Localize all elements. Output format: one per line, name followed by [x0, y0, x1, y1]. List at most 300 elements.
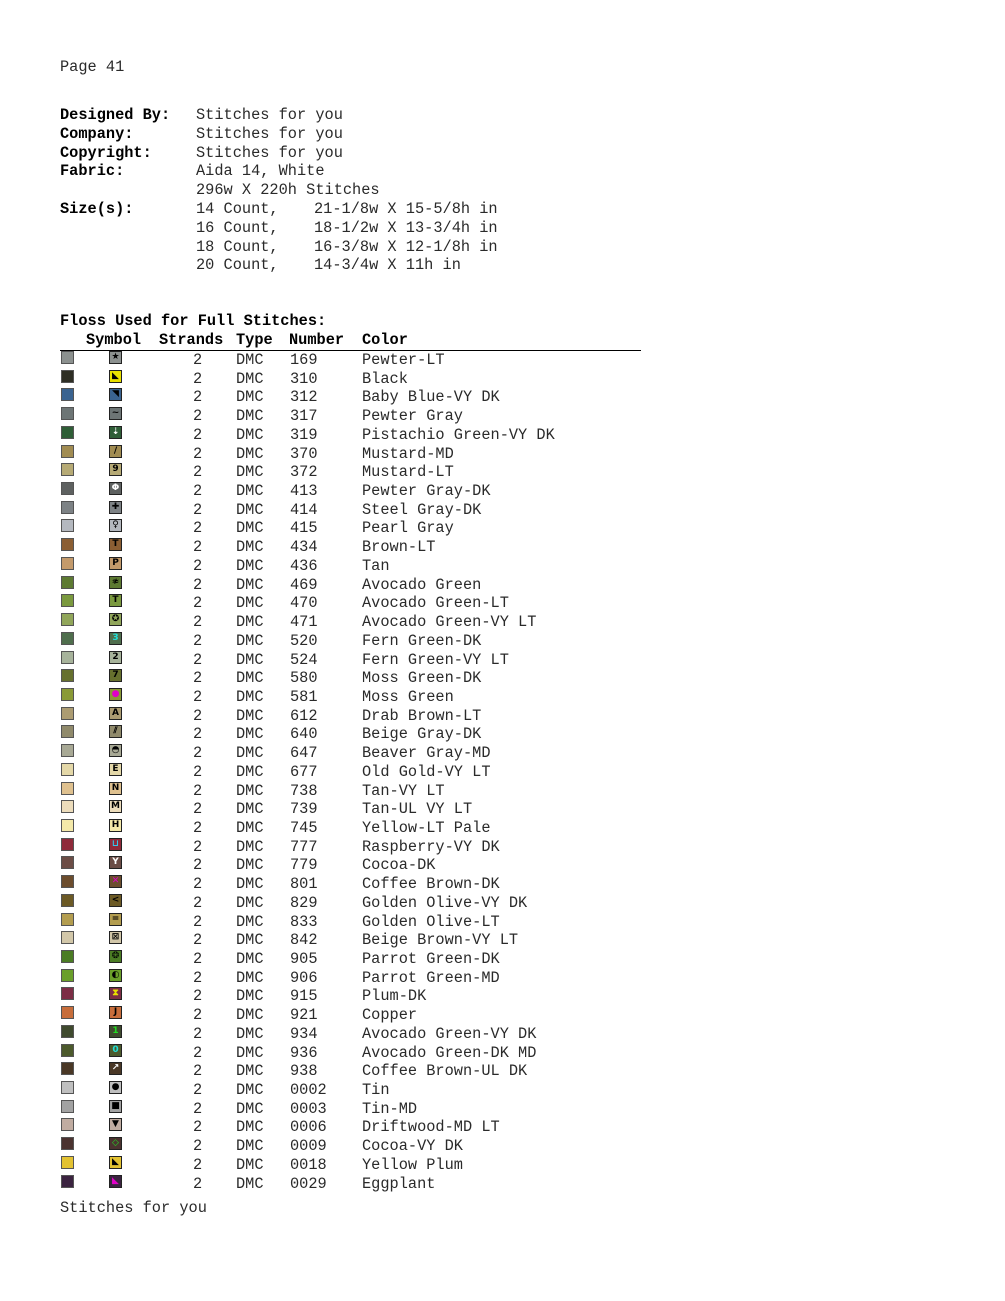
type-cell: DMC [236, 1006, 264, 1025]
floss-row [0, 594, 700, 613]
company-row [60, 125, 498, 144]
type-cell: DMC [236, 1062, 264, 1081]
floss-row [0, 1081, 700, 1100]
number-cell: 434 [290, 538, 318, 557]
header-type: Type [236, 331, 273, 349]
stitch-symbol-icon: ◓ [109, 744, 122, 757]
number-cell: 915 [290, 987, 318, 1006]
color-swatch [61, 800, 74, 813]
number-cell: 833 [290, 912, 318, 931]
color-name-cell: Avocado Green-DK MD [362, 1043, 537, 1062]
color-swatch [61, 651, 74, 664]
number-cell: 0029 [290, 1174, 327, 1193]
color-name-cell: Cocoa-DK [362, 856, 436, 875]
page-number: Page 41 [60, 58, 125, 76]
color-swatch [61, 1118, 74, 1131]
type-cell: DMC [236, 388, 264, 407]
color-name-cell: Pearl Gray [362, 519, 454, 538]
number-cell: 0002 [290, 1081, 327, 1100]
number-cell: 413 [290, 482, 318, 501]
type-cell: DMC [236, 1174, 264, 1193]
floss-row [0, 538, 700, 557]
color-name-cell: Coffee Brown-UL DK [362, 1062, 528, 1081]
number-cell: 312 [290, 388, 318, 407]
floss-row [0, 856, 700, 875]
pattern-info [60, 106, 498, 275]
header-strands: Strands [159, 331, 224, 349]
stitch-symbol-icon: T [109, 538, 122, 551]
color-swatch [61, 894, 74, 907]
number-cell: 938 [290, 1062, 318, 1081]
type-cell: DMC [236, 519, 264, 538]
color-name-cell: Raspberry-VY DK [362, 837, 500, 856]
stitch-symbol-icon: ⇣ [109, 426, 122, 439]
number-cell: 524 [290, 650, 318, 669]
color-name-cell: Pewter Gray [362, 407, 463, 426]
color-swatch [61, 782, 74, 795]
number-cell: 317 [290, 407, 318, 426]
type-cell: DMC [236, 556, 264, 575]
color-name-cell: Parrot Green-MD [362, 968, 500, 987]
color-swatch [61, 632, 74, 645]
color-name-cell: Pewter-LT [362, 351, 445, 369]
number-cell: 779 [290, 856, 318, 875]
strands-cell: 2 [193, 1081, 203, 1100]
number-cell: 372 [290, 463, 318, 482]
number-cell: 934 [290, 1024, 318, 1043]
floss-row [0, 688, 700, 707]
strands-cell: 2 [193, 669, 203, 688]
color-swatch [61, 1137, 74, 1150]
strands-cell: 2 [193, 762, 203, 781]
type-cell: DMC [236, 818, 264, 837]
number-cell: 415 [290, 519, 318, 538]
stitch-symbol-icon: ❂ [109, 950, 122, 963]
color-swatch [61, 913, 74, 926]
floss-row [0, 445, 700, 464]
size-dimensions: 14-3/4w X 11h in [314, 256, 461, 275]
color-swatch [61, 950, 74, 963]
color-name-cell: Driftwood-MD LT [362, 1118, 500, 1137]
number-cell: 0006 [290, 1118, 327, 1137]
color-swatch [61, 688, 74, 701]
color-name-cell: Avocado Green-VY DK [362, 1024, 537, 1043]
color-swatch [61, 931, 74, 944]
stitch-symbol-icon: E [109, 763, 122, 776]
type-cell: DMC [236, 687, 264, 706]
strands-cell: 2 [193, 463, 203, 482]
color-swatch [61, 1044, 74, 1057]
strands-cell: 2 [193, 875, 203, 894]
color-name-cell: Yellow-LT Pale [362, 818, 491, 837]
stitch-symbol-icon: / [109, 445, 122, 458]
type-cell: DMC [236, 425, 264, 444]
color-swatch [61, 669, 74, 682]
stitch-symbol-icon: ◣ [109, 1156, 122, 1169]
color-swatch [61, 426, 74, 439]
color-swatch [61, 819, 74, 832]
copyright-value: Stitches for you [196, 143, 343, 162]
number-cell: 436 [290, 556, 318, 575]
type-cell: DMC [236, 1099, 264, 1118]
stitch-symbol-icon: ● [109, 1081, 122, 1094]
type-cell: DMC [236, 987, 264, 1006]
stitch-symbol-icon: ▼ [109, 1118, 122, 1131]
color-name-cell: Mustard-MD [362, 444, 454, 463]
number-cell: 0009 [290, 1137, 327, 1156]
strands-cell: 2 [193, 388, 203, 407]
number-cell: 414 [290, 500, 318, 519]
floss-row [0, 463, 700, 482]
color-swatch [61, 463, 74, 476]
strands-cell: 2 [193, 818, 203, 837]
strands-cell: 2 [193, 837, 203, 856]
stitch-symbol-icon: 2 [109, 651, 122, 664]
stitch-symbol-icon: N [109, 782, 122, 795]
copyright-row [60, 144, 498, 163]
color-name-cell: Baby Blue-VY DK [362, 388, 500, 407]
floss-row [0, 1025, 700, 1044]
number-cell: 906 [290, 968, 318, 987]
number-cell: 580 [290, 669, 318, 688]
color-swatch [61, 875, 74, 888]
color-swatch [61, 1025, 74, 1038]
size-count: 16 Count, [196, 218, 279, 237]
color-swatch [61, 707, 74, 720]
number-cell: 801 [290, 875, 318, 894]
type-cell: DMC [236, 875, 264, 894]
color-name-cell: Plum-DK [362, 987, 427, 1006]
type-cell: DMC [236, 444, 264, 463]
strands-cell: 2 [193, 594, 203, 613]
color-name-cell: Tin-MD [362, 1099, 418, 1118]
floss-row [0, 501, 700, 520]
strands-cell: 2 [193, 1118, 203, 1137]
header-number: Number [289, 331, 345, 349]
color-name-cell: Cocoa-VY DK [362, 1137, 463, 1156]
strands-cell: 2 [193, 968, 203, 987]
type-cell: DMC [236, 744, 264, 763]
designed-by-row [60, 106, 498, 125]
type-cell: DMC [236, 1024, 264, 1043]
type-cell: DMC [236, 369, 264, 388]
strands-cell: 2 [193, 950, 203, 968]
strands-cell: 2 [193, 482, 203, 501]
type-cell: DMC [236, 500, 264, 519]
type-cell: DMC [236, 912, 264, 931]
color-swatch [61, 969, 74, 982]
size-count: 20 Count, [196, 256, 279, 275]
floss-row [0, 950, 700, 969]
size-count: 14 Count, [196, 199, 279, 218]
strands-cell: 2 [193, 931, 203, 950]
designed-by-label: Designed By: [60, 106, 171, 124]
type-cell: DMC [236, 669, 264, 688]
floss-row [0, 1006, 700, 1025]
type-cell: DMC [236, 800, 264, 819]
type-cell: DMC [236, 463, 264, 482]
color-swatch [61, 987, 74, 1000]
number-cell: 470 [290, 594, 318, 613]
color-name-cell: Avocado Green-VY LT [362, 613, 537, 632]
strands-cell: 2 [193, 613, 203, 632]
type-cell: DMC [236, 407, 264, 426]
floss-row [0, 426, 700, 445]
stitches-row [60, 181, 498, 200]
floss-row [0, 725, 700, 744]
floss-row [0, 707, 700, 726]
strands-cell: 2 [193, 893, 203, 912]
size-dimensions: 18-1/2w X 13-3/4h in [314, 218, 498, 237]
floss-row [0, 1175, 700, 1194]
stitch-symbol-icon: ● [109, 688, 122, 701]
color-name-cell: Beige Gray-DK [362, 725, 482, 744]
floss-row [0, 1062, 700, 1081]
stitch-symbol-icon: ✕ [109, 875, 122, 888]
sizes-row-2 [60, 219, 498, 238]
color-swatch [61, 370, 74, 383]
color-swatch [61, 407, 74, 420]
color-name-cell: Moss Green-DK [362, 669, 482, 688]
stitch-symbol-icon: < [109, 894, 122, 907]
type-cell: DMC [236, 893, 264, 912]
color-swatch [61, 594, 74, 607]
stitch-symbol-icon: 3 [109, 632, 122, 645]
strands-cell: 2 [193, 987, 203, 1006]
stitch-symbol-icon: ≉ [109, 576, 122, 589]
type-cell: DMC [236, 538, 264, 557]
strands-cell: 2 [193, 1099, 203, 1118]
stitch-symbol-icon: ♀ [109, 519, 122, 532]
strands-cell: 2 [193, 538, 203, 557]
type-cell: DMC [236, 575, 264, 594]
floss-row [0, 875, 700, 894]
color-name-cell: Tin [362, 1081, 390, 1100]
number-cell: 777 [290, 837, 318, 856]
color-name-cell: Yellow Plum [362, 1155, 463, 1174]
stitch-symbol-icon: Φ [109, 482, 122, 495]
number-cell: 319 [290, 425, 318, 444]
stitch-symbol-icon: ◣ [109, 370, 122, 383]
color-swatch [61, 1100, 74, 1113]
floss-row [0, 651, 700, 670]
number-cell: 169 [290, 351, 318, 369]
floss-row [0, 613, 700, 632]
color-swatch [61, 1081, 74, 1094]
stitch-symbol-icon: = [109, 913, 122, 926]
stitch-symbol-icon: 7 [109, 669, 122, 682]
size-entry [196, 238, 498, 257]
number-cell: 738 [290, 781, 318, 800]
size-label-spacer [60, 238, 196, 257]
floss-row [0, 763, 700, 782]
color-name-cell: Pistachio Green-VY DK [362, 425, 555, 444]
sizes-row-3 [60, 238, 498, 257]
color-swatch [61, 351, 74, 364]
strands-cell: 2 [193, 500, 203, 519]
strands-cell: 2 [193, 1062, 203, 1081]
strands-cell: 2 [193, 856, 203, 875]
strands-cell: 2 [193, 575, 203, 594]
floss-row [0, 894, 700, 913]
strands-cell: 2 [193, 725, 203, 744]
size-dimensions: 16-3/8w X 12-1/8h in [314, 237, 498, 256]
number-cell: 471 [290, 613, 318, 632]
strands-cell: 2 [193, 800, 203, 819]
color-name-cell: Fern Green-VY LT [362, 650, 509, 669]
color-swatch [61, 538, 74, 551]
stitch-symbol-icon: ◥ [109, 388, 122, 401]
strands-cell: 2 [193, 781, 203, 800]
size-label: Size(s): [60, 199, 134, 218]
stitch-symbol-icon: 0 [109, 1044, 122, 1057]
type-cell: DMC [236, 1155, 264, 1174]
floss-row [0, 1100, 700, 1119]
floss-table-body [0, 351, 700, 1193]
color-name-cell: Avocado Green-LT [362, 594, 509, 613]
number-cell: 520 [290, 631, 318, 650]
color-name-cell: Tan-UL VY LT [362, 800, 473, 819]
fabric-row [60, 162, 498, 181]
color-swatch [61, 1175, 74, 1188]
strands-cell: 2 [193, 631, 203, 650]
color-name-cell: Eggplant [362, 1174, 436, 1193]
number-cell: 469 [290, 575, 318, 594]
type-cell: DMC [236, 482, 264, 501]
color-swatch [61, 763, 74, 776]
stitch-symbol-icon: J [109, 1006, 122, 1019]
sizes-row-1 [60, 200, 498, 219]
number-cell: 921 [290, 1006, 318, 1025]
color-swatch [61, 856, 74, 869]
floss-row [0, 632, 700, 651]
strands-cell: 2 [193, 1043, 203, 1062]
stitch-symbol-icon: ⊔ [109, 838, 122, 851]
stitch-symbol-icon: M [109, 800, 122, 813]
color-name-cell: Tan [362, 556, 390, 575]
header-color: Color [362, 331, 408, 349]
color-swatch [61, 744, 74, 757]
stitch-symbol-icon: T [109, 594, 122, 607]
floss-row [0, 969, 700, 988]
strands-cell: 2 [193, 425, 203, 444]
strands-cell: 2 [193, 369, 203, 388]
number-cell: 370 [290, 444, 318, 463]
color-swatch [61, 501, 74, 514]
stitch-symbol-icon: 9 [109, 463, 122, 476]
floss-row [0, 576, 700, 595]
footer-text: Stitches for you [60, 1199, 207, 1217]
type-cell: DMC [236, 950, 264, 968]
color-name-cell: Drab Brown-LT [362, 706, 482, 725]
color-swatch [61, 388, 74, 401]
floss-row [0, 838, 700, 857]
type-cell: DMC [236, 762, 264, 781]
floss-row [0, 557, 700, 576]
floss-row [0, 987, 700, 1006]
color-name-cell: Parrot Green-DK [362, 950, 500, 968]
floss-row [0, 669, 700, 688]
number-cell: 829 [290, 893, 318, 912]
type-cell: DMC [236, 650, 264, 669]
copyright-label: Copyright: [60, 143, 152, 162]
stitch-symbol-icon: ⊠ [109, 931, 122, 944]
color-swatch [61, 1156, 74, 1169]
color-name-cell: Fern Green-DK [362, 631, 482, 650]
company-label: Company: [60, 124, 134, 143]
type-cell: DMC [236, 856, 264, 875]
number-cell: 640 [290, 725, 318, 744]
type-cell: DMC [236, 931, 264, 950]
size-entry [196, 219, 498, 238]
stitch-symbol-icon: ⧗ [109, 987, 122, 1000]
number-cell: 581 [290, 687, 318, 706]
color-name-cell: Tan-VY LT [362, 781, 445, 800]
stitch-symbol-icon: A [109, 707, 122, 720]
size-label-spacer [60, 256, 196, 275]
strands-cell: 2 [193, 519, 203, 538]
color-name-cell: Moss Green [362, 687, 454, 706]
stitch-symbol-icon: ✪ [109, 613, 122, 626]
color-name-cell: Steel Gray-DK [362, 500, 482, 519]
stitch-symbol-icon: ⫽ [109, 725, 122, 738]
strands-cell: 2 [193, 706, 203, 725]
type-cell: DMC [236, 1137, 264, 1156]
stitch-symbol-icon: H [109, 819, 122, 832]
floss-row [0, 1156, 700, 1175]
strands-cell: 2 [193, 351, 203, 369]
color-swatch [61, 1006, 74, 1019]
stitches-label-spacer [60, 181, 196, 200]
type-cell: DMC [236, 837, 264, 856]
stitch-symbol-icon: P [109, 557, 122, 570]
color-swatch [61, 482, 74, 495]
floss-row [0, 1118, 700, 1137]
color-name-cell: Pewter Gray-DK [362, 482, 491, 501]
strands-cell: 2 [193, 687, 203, 706]
type-cell: DMC [236, 725, 264, 744]
strands-cell: 2 [193, 1155, 203, 1174]
stitch-symbol-icon: ◣ [109, 1175, 122, 1188]
type-cell: DMC [236, 594, 264, 613]
number-cell: 0018 [290, 1155, 327, 1174]
stitch-count-value: 296w X 220h Stitches [196, 181, 380, 200]
floss-table-header [60, 331, 641, 351]
number-cell: 677 [290, 762, 318, 781]
stitch-symbol-icon: ↗ [109, 1062, 122, 1075]
size-count: 18 Count, [196, 237, 279, 256]
color-name-cell: Golden Olive-VY DK [362, 893, 528, 912]
floss-row [0, 782, 700, 801]
color-name-cell: Brown-LT [362, 538, 436, 557]
color-name-cell: Avocado Green [362, 575, 482, 594]
color-name-cell: Coffee Brown-DK [362, 875, 500, 894]
floss-section-title: Floss Used for Full Stitches: [60, 312, 327, 330]
header-symbol: Symbol [86, 331, 142, 349]
strands-cell: 2 [193, 650, 203, 669]
strands-cell: 2 [193, 912, 203, 931]
floss-row [0, 800, 700, 819]
stitch-symbol-icon: ★ [109, 351, 122, 364]
color-name-cell: Mustard-LT [362, 463, 454, 482]
number-cell: 739 [290, 800, 318, 819]
stitch-symbol-icon: ✚ [109, 501, 122, 514]
color-swatch [61, 557, 74, 570]
floss-row [0, 407, 700, 426]
floss-row [0, 482, 700, 501]
type-cell: DMC [236, 781, 264, 800]
floss-row [0, 913, 700, 932]
